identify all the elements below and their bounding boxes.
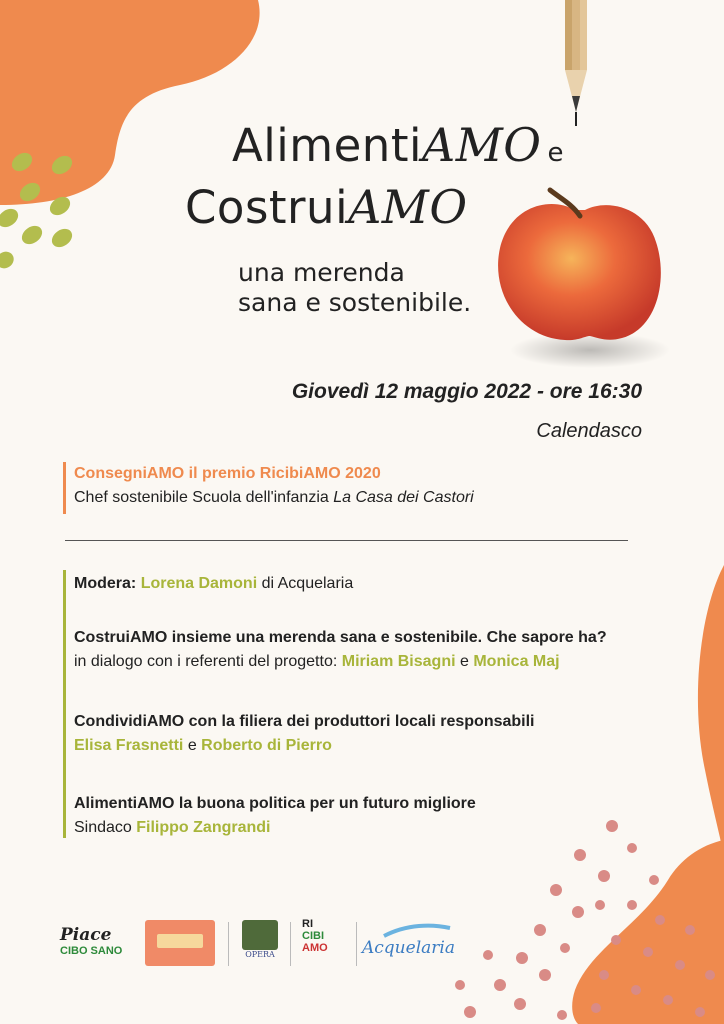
logo-separator	[356, 922, 357, 966]
title-word-aliment: Alimenti	[232, 119, 422, 172]
speaker-name: Elisa Frasnetti	[74, 737, 184, 754]
section-divider	[65, 540, 628, 541]
program-item-2	[74, 710, 535, 758]
speaker-name: Miriam Bisagni	[341, 653, 456, 670]
speaker-name: Monica Maj	[473, 653, 560, 670]
award-heading: ConsegniAMO il premio RicibiAMO 2020	[74, 465, 381, 482]
logo-ricibiamo: RI CIBI AMO	[302, 918, 328, 954]
moderator-org: di Acquelaria	[257, 575, 354, 592]
pencil-illustration	[560, 0, 592, 130]
subtitle-line-1: una merenda	[238, 258, 405, 287]
logo-separator	[290, 922, 291, 966]
program-accent-bar	[63, 570, 66, 838]
apple-illustration	[490, 178, 670, 378]
program-item-1-title: CostruiAMO insieme una merenda sana e sostenibile. Che sapore ha?	[74, 629, 607, 646]
title-script-amo-1: AMO	[421, 118, 542, 172]
program-item-2-title: CondividiAMO con la filiera dei produttori locali responsabili	[74, 713, 535, 730]
program-item-3	[74, 792, 476, 840]
award-text-plain: Chef sostenibile Scuola dell'infanzia	[74, 489, 334, 506]
program-item-3-text: Sindaco Filippo Zangrandi	[74, 819, 271, 836]
title-line-1	[232, 118, 564, 172]
title-conjunction: e	[547, 138, 565, 168]
title-script-amo-2: AMO	[348, 180, 468, 234]
logo-opera: OPERA	[240, 918, 280, 966]
program-item-3-title: AlimentiAMO la buona politica per un futuro migliore	[74, 795, 476, 812]
moderator-name: Lorena Damoni	[140, 575, 258, 592]
logo-acquelaria: Acquelaria	[362, 918, 472, 966]
bottom-right-orange-blob	[572, 840, 724, 1024]
event-date: Giovedì 12 maggio 2022 - ore 16:30	[291, 380, 642, 403]
speaker-name: Roberto di Pierro	[201, 737, 332, 754]
title-line-2	[185, 180, 468, 234]
subtitle-line-2: sana e sostenibile.	[238, 288, 472, 317]
program-item-2-text: Elisa Frasnetti e Roberto di Pierro	[74, 737, 332, 754]
logo-orange-placard	[145, 920, 215, 966]
program-item-1-text: in dialogo con i referenti del progetto: Miriam Bisagni e Monica Maj	[74, 653, 560, 670]
moderator-line	[74, 572, 353, 596]
moderator-label: Modera:	[74, 575, 137, 592]
event-place: Calendasco	[536, 420, 642, 442]
top-left-orange-blob	[0, 0, 260, 205]
logo-separator	[228, 922, 229, 966]
right-orange-curve	[698, 565, 724, 860]
speaker-name: Filippo Zangrandi	[136, 819, 271, 836]
award-block	[74, 462, 474, 510]
award-text	[74, 486, 474, 510]
award-text-italic: La Casa dei Castori	[333, 489, 474, 506]
program-item-1	[74, 626, 607, 674]
title-word-costrui: Costrui	[185, 181, 349, 234]
award-accent-bar	[63, 462, 66, 514]
logo-piace-cibo-sano: Piace CIBO SANO	[60, 925, 123, 957]
